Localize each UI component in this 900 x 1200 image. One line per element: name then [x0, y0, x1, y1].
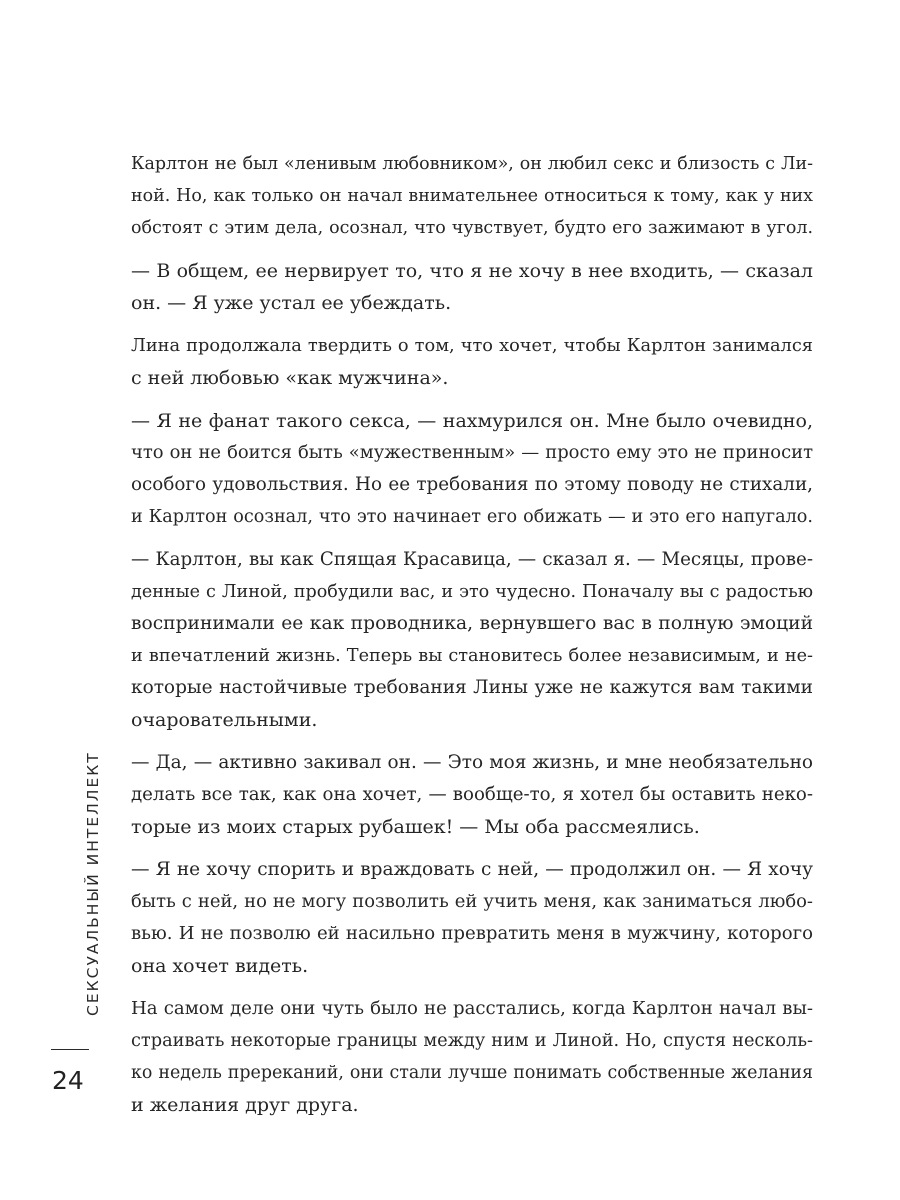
text-line: ко недель пререканий, они стали лучше понимать собственные желания	[131, 1063, 813, 1083]
text-line: воспринимали ее как проводника, вернувшего вас в полную эмоций	[131, 613, 813, 634]
text-line: Лина продолжала твердить о том, что хочет, чтобы Карлтон занимался	[131, 336, 813, 356]
text-line: с ней любовью «как мужчина».	[131, 367, 449, 389]
text-line: быть с ней, но не могу позволить ей учить меня, как заниматься любо-	[131, 891, 813, 912]
text-line: обстоят с этим дела, осознал, что чувствует, будто его зажимают в угол.	[131, 218, 813, 238]
text-line: На самом деле они чуть было не расстались, когда Карлтон начал вы-	[131, 998, 813, 1019]
text-line: — Я не фанат такого секса, — нахмурился он. Мне было очевидно,	[131, 410, 813, 432]
paragraph	[131, 993, 813, 1121]
paragraph	[131, 330, 813, 394]
text-line: она хочет видеть.	[131, 955, 309, 977]
paragraph	[131, 854, 813, 982]
running-head-rule	[51, 1049, 89, 1050]
text-line: — В общем, ее нервирует то, что я не хочу в нее входить, — сказал	[131, 260, 813, 282]
text-line: и впечатлений жизнь. Теперь вы становитесь более независимым, и не-	[131, 646, 813, 666]
text-line: делать все так, как она хочет, — вообще-то, я хотел бы оставить неко-	[131, 784, 813, 805]
paragraph	[131, 544, 813, 736]
text-line: денные с Линой, пробудили вас, и это чудесно. Поначалу вы с радостью	[131, 582, 813, 602]
text-line: вью. И не позволю ей насильно превратить меня в мужчину, которого	[131, 923, 813, 944]
text-line: торые из моих старых рубашек! — Мы оба рассмеялись.	[131, 816, 700, 838]
text-line: он. — Я уже устал ее убеждать.	[131, 292, 452, 314]
text-line: — Карлтон, вы как Спящая Красавица, — сказал я. — Месяцы, прове-	[131, 549, 813, 570]
text-line: что он не боится быть «мужественным» — просто ему это не приносит	[131, 442, 813, 463]
paragraph	[131, 148, 813, 244]
page-number: 24	[52, 1066, 84, 1095]
text-line: — Да, — активно закивал он. — Это моя жизнь, и мне необязательно	[131, 752, 813, 773]
text-line: Карлтон не был «ленивым любовником», он любил секс и близость с Ли-	[131, 154, 813, 174]
text-line: ной. Но, как только он начал внимательнее относиться к тому, как у них	[131, 186, 813, 206]
text-line: и желания друг друга.	[131, 1094, 359, 1116]
text-line: особого удовольствия. Но ее требования по этому поводу не стихали,	[131, 474, 813, 495]
paragraph	[131, 405, 813, 533]
paragraph	[131, 747, 813, 843]
text-line: страивать некоторые границы между ним и Линой. Но, спустя несколь-	[131, 1031, 813, 1051]
paragraph	[131, 255, 813, 319]
text-line: очаровательными.	[131, 709, 318, 731]
text-line: — Я не хочу спорить и враждовать с ней, — продолжил он. — Я хочу	[131, 859, 813, 880]
text-line: которые настойчивые требования Лины уже не кажутся вам такими	[131, 677, 813, 698]
body-text	[131, 148, 813, 1132]
running-head: СЕКСУАЛЬНЫЙ ИНТЕЛЛЕКТ	[84, 751, 102, 1016]
text-line: и Карлтон осознал, что это начинает его обижать — и это его напугало.	[131, 507, 813, 527]
